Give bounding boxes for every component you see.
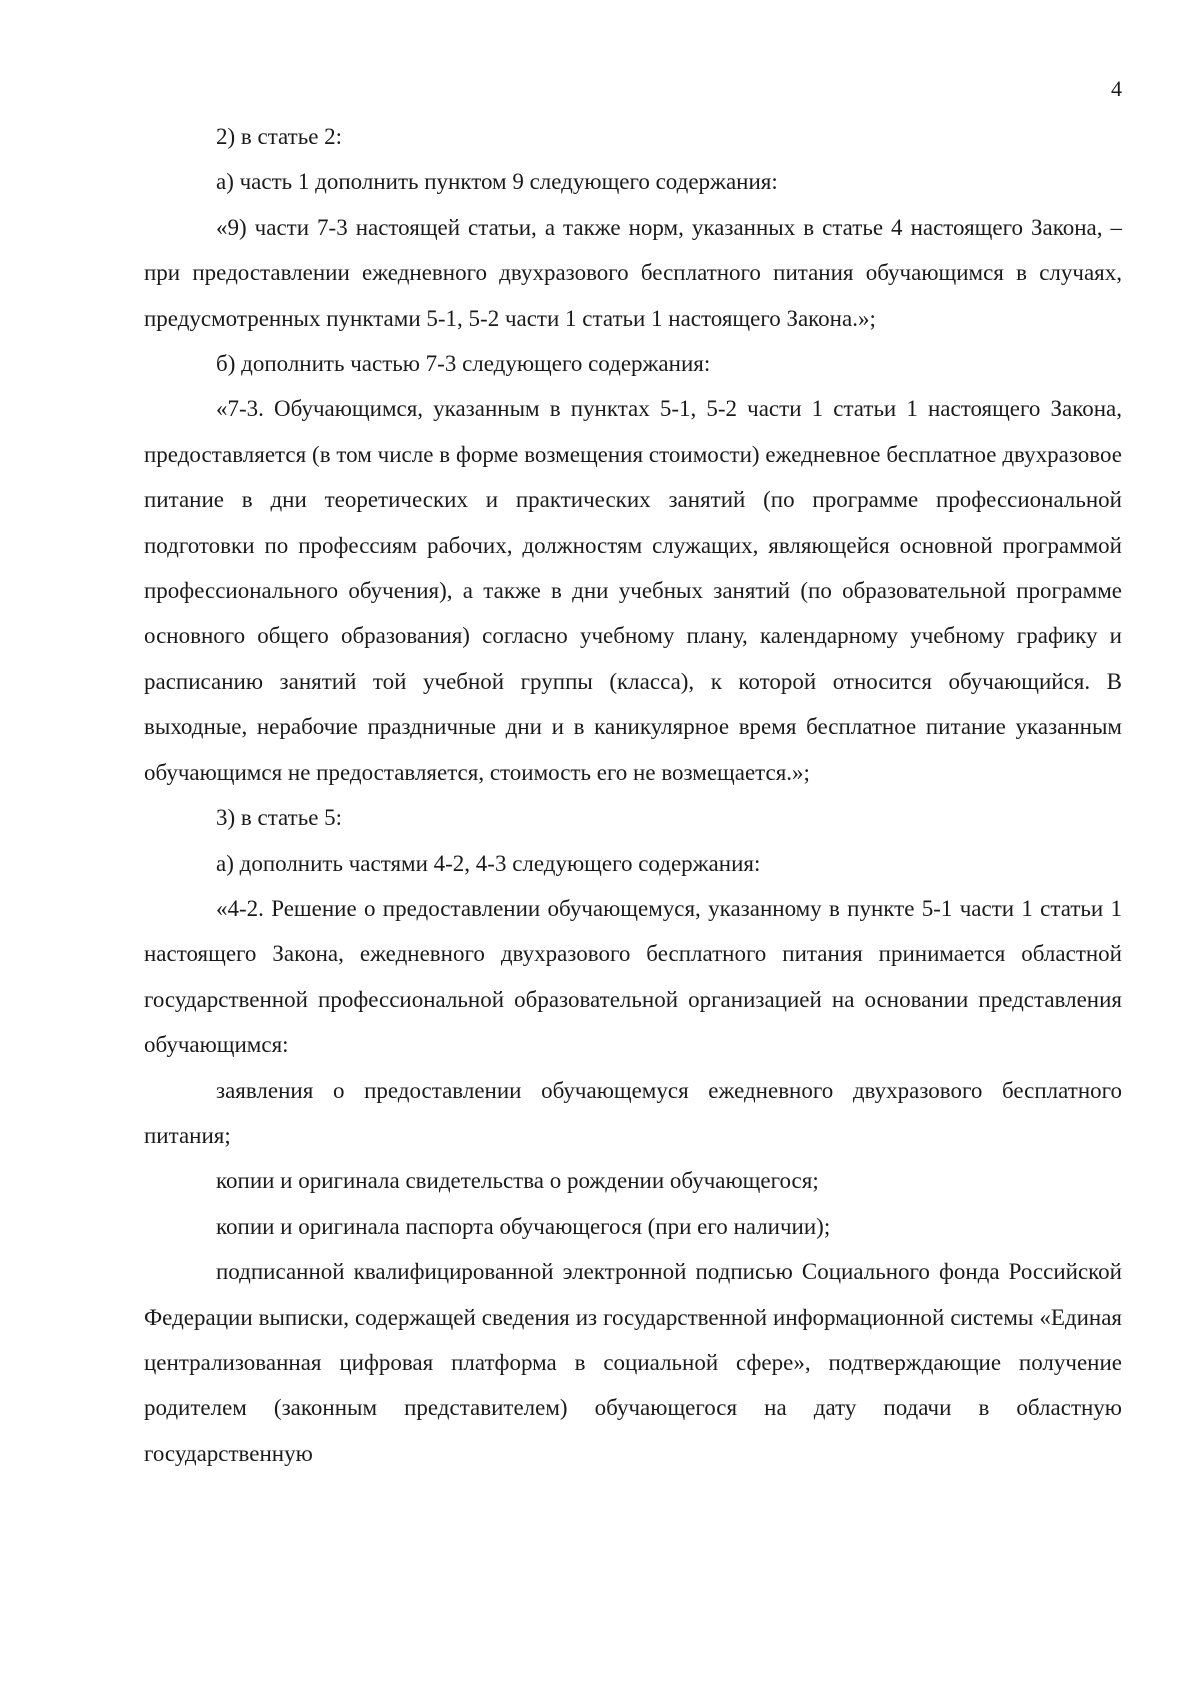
paragraph-list-birth-certificate: копии и оригинала свидетельства о рождении обучающегося; — [216, 1168, 819, 1194]
paragraph-list-passport: копии и оригинала паспорта обучающегося (при его наличии); — [216, 1213, 831, 1239]
paragraph-quote-7-3: «7-3. Обучающимся, указанным в пунктах 5-1, 5-2 части 1 статьи 1 настоящего Закона, предоставляется (в том числе в форме возмещения стоимости) ежедневное бесплатное двухразовое питание в дни теоретических и практических занятий (по программе профессиональной подготовки по профессиям рабочих, должностям служащих, являющейся основной программой профессионального обучения), а также в дни учебных занятий (по образовательной программе основного общего образования) согласно учебному плану, календарному учебному графику и расписанию занятий той учебной группы (класса), к которой относится обучающийся. В выходные, нерабочие праздничные дни и в каникулярное время бесплатное питание указанным обучающимся не предоставляется, стоимость его не возмещается.»; — [144, 396, 1122, 785]
document-body — [144, 114, 1122, 1476]
paragraph-quote-9: «9) части 7-3 настоящей статьи, а также норм, указанных в статье 4 настоящего Закона, – при предоставлении ежедневного двухразового бесплатного питания обучающимся в случаях, предусмотренных пунктами 5-1, 5-2 части 1 статьи 1 настоящего Закона.»; — [144, 214, 1122, 331]
paragraph-subitem-a-part1: а) часть 1 дополнить пунктом 9 следующего содержания: — [216, 169, 778, 195]
page-number: 4 — [1111, 76, 1122, 101]
paragraph-quote-4-2: «4-2. Решение о предоставлении обучающемуся, указанному в пункте 5-1 части 1 статьи 1 настоящего Закона, ежедневного двухразового бесплатного питания принимается областной государственной профессиональной образовательной организацией на основании представления обучающимся: — [144, 895, 1122, 1058]
paragraph-list-application: заявления о предоставлении обучающемуся ежедневного двухразового бесплатного питания; — [144, 1077, 1122, 1148]
paragraph-subitem-a-parts-4-2-4-3: а) дополнить частями 4-2, 4-3 следующего содержания: — [216, 850, 761, 876]
paragraph-list-social-fund-extract: подписанной квалифицированной электронной подписью Социального фонда Российской Федерации выписки, содержащей сведения из государственной информационной системы «Единая централизованная цифровая платформа в социальной сфере», подтверждающие получение родителем (законным представителем) обучающегося на дату подачи в областную государственную — [144, 1259, 1122, 1466]
paragraph-item-3: 3) в статье 5: — [216, 805, 343, 831]
paragraph-subitem-b: б) дополнить частью 7-3 следующего содержания: — [216, 351, 711, 377]
paragraph-item-2: 2) в статье 2: — [216, 124, 343, 149]
